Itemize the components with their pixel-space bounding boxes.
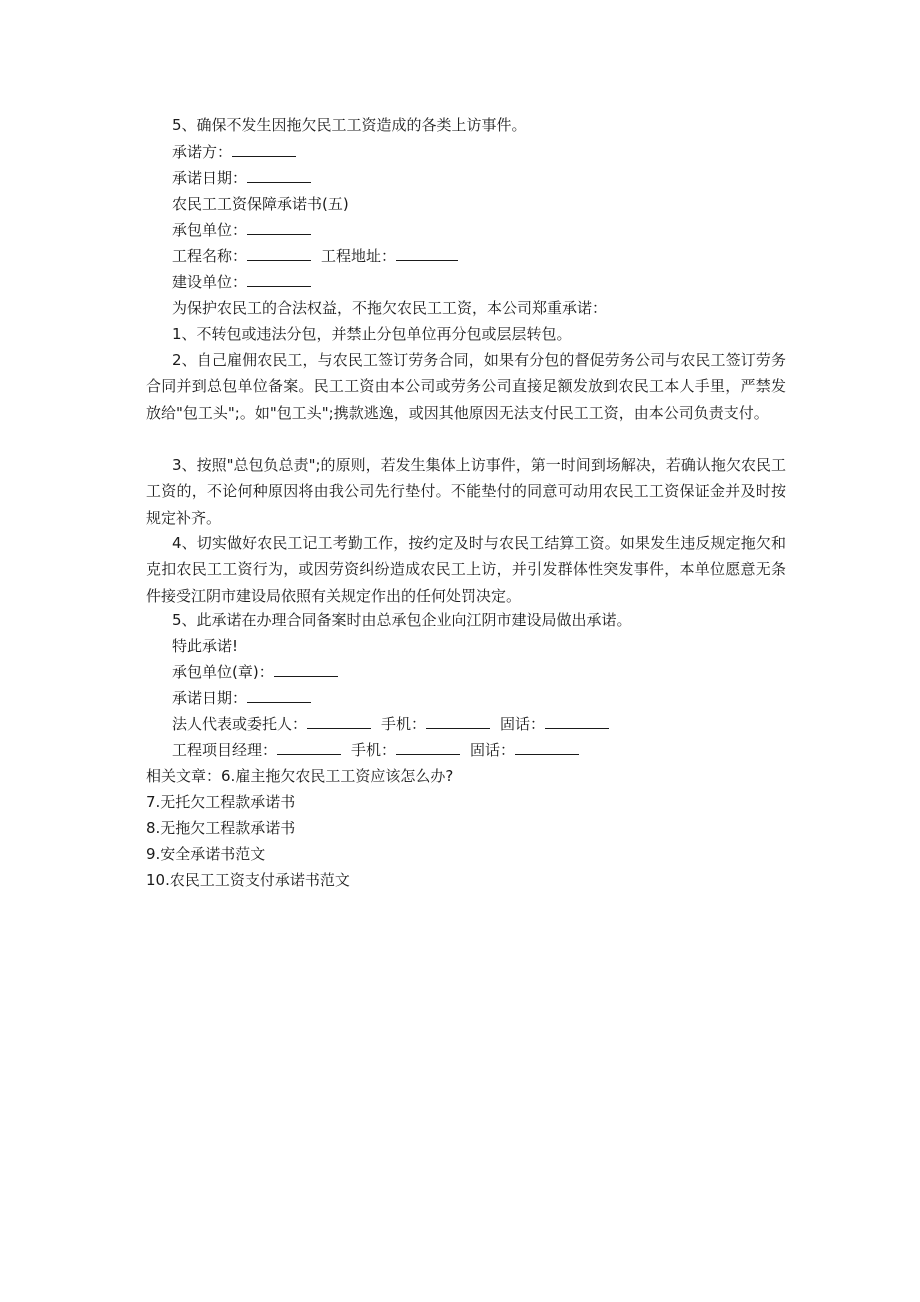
project-address-blank — [396, 245, 458, 261]
legal-rep-line — [172, 711, 609, 737]
pm-line — [172, 737, 579, 763]
closing-text: 特此承诺! — [172, 637, 239, 655]
mobile-blank-2 — [396, 739, 460, 755]
mobile-blank-1 — [426, 713, 490, 729]
section-title-text: 农民工工资保障承诺书(五) — [172, 195, 349, 213]
legal-rep-label: 法人代表或委托人： — [172, 715, 308, 733]
project-line — [172, 243, 458, 269]
intro-line — [172, 295, 607, 321]
builder-label: 建设单位： — [172, 273, 248, 291]
date-blank-1 — [247, 167, 311, 183]
date-blank-2 — [247, 687, 311, 703]
seal-line — [172, 659, 338, 685]
related-link-8[interactable]: 8.无拖欠工程款承诺书 — [146, 819, 296, 837]
related-line-2 — [146, 789, 295, 815]
mobile-label-1: 手机： — [381, 715, 427, 733]
item-1 — [172, 321, 572, 347]
date-line-1 — [172, 165, 311, 191]
related-prefix: 相关文章： — [146, 767, 222, 785]
project-name-label: 工程名称： — [172, 247, 248, 265]
contractor-label: 承包单位： — [172, 221, 248, 239]
related-line-5 — [146, 867, 350, 893]
related-link-6[interactable]: 6.雇主拖欠农民工工资应该怎么办? — [221, 767, 454, 785]
legal-rep-blank — [307, 713, 371, 729]
phone-blank-1 — [545, 713, 609, 729]
phone-blank-2 — [515, 739, 579, 755]
phone-label-2: 固话： — [470, 741, 516, 759]
item-2: 2、自己雇佣农民工，与农民工签订劳务合同，如果有分包的督促劳务公司与农民工签订劳务合同并到总包单位备案。民工工资由本公司或劳务公司直接足额发放到农民工本人手里，严禁发放给"包工头";。如"包工头";携款逃逸，或因其他原因无法支付民工工资，由本公司负责支付。 — [146, 351, 786, 422]
intro-text: 为保护农民工的合法权益，不拖欠农民工工资，本公司郑重承诺： — [172, 299, 608, 317]
promisor-label: 承诺方： — [172, 143, 233, 161]
builder-line — [172, 269, 311, 295]
project-name-blank — [247, 245, 311, 261]
seal-label: 承包单位(章)： — [172, 663, 274, 681]
pm-label: 工程项目经理： — [172, 741, 278, 759]
item-5-top — [172, 112, 527, 138]
item-5 — [172, 607, 632, 633]
item-5-text: 5、此承诺在办理合同备案时由总承包企业向江阴市建设局做出承诺。 — [172, 611, 632, 629]
date-label-1: 承诺日期： — [172, 169, 248, 187]
item-5-top-text: 5、确保不发生因拖欠民工工资造成的各类上访事件。 — [172, 116, 527, 134]
date-label-2: 承诺日期： — [172, 689, 248, 707]
related-line-4 — [146, 841, 265, 867]
promisor-blank — [232, 141, 296, 157]
related-line-3 — [146, 815, 295, 841]
section-title — [172, 191, 349, 217]
item-3: 3、按照"总包负总责";的原则，若发生集体上访事件，第一时间到场解决，若确认拖欠农民工工资的，不论何种原因将由我公司先行垫付。不能垫付的同意可动用农民工工资保证金并及时按规定补齐。 — [146, 456, 786, 527]
item-1-text: 1、不转包或违法分包，并禁止分包单位再分包或层层转包。 — [172, 325, 572, 343]
contractor-line — [172, 217, 311, 243]
related-link-7[interactable]: 7.无托欠工程款承诺书 — [146, 793, 296, 811]
closing-line — [172, 633, 238, 659]
related-line-1 — [146, 763, 453, 789]
mobile-label-2: 手机： — [351, 741, 397, 759]
phone-label-1: 固话： — [500, 715, 546, 733]
related-link-10[interactable]: 10.农民工工资支付承诺书范文 — [146, 871, 350, 889]
pm-blank — [277, 739, 341, 755]
builder-blank — [247, 271, 311, 287]
item-4: 4、切实做好农民工记工考勤工作，按约定及时与农民工结算工资。如果发生违反规定拖欠和克扣农民工工资行为，或因劳资纠纷造成农民工上访，并引发群体性突发事件，本单位愿意无条件接受江阴市建设局依照有关规定作出的任何处罚决定。 — [146, 534, 786, 605]
date-line-2 — [172, 685, 311, 711]
contractor-blank — [247, 219, 311, 235]
seal-blank — [274, 661, 338, 677]
related-link-9[interactable]: 9.安全承诺书范文 — [146, 845, 266, 863]
promisor-line — [172, 139, 296, 165]
project-address-label: 工程地址： — [321, 247, 397, 265]
